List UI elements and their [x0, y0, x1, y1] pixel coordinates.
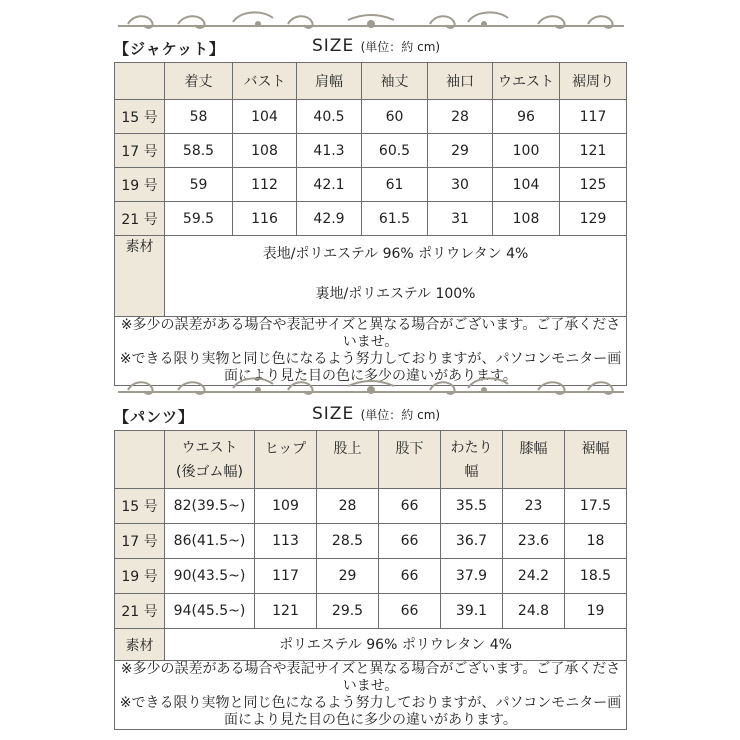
value-cell: 82(39.5~): [165, 489, 255, 524]
value-cell: 125: [560, 168, 627, 202]
value-cell: 23: [503, 489, 565, 524]
size-text: SIZE: [312, 36, 355, 56]
header-line: 股上: [333, 441, 362, 457]
pants-size-table: [114, 430, 627, 730]
value-cell: 96: [493, 100, 560, 134]
header-cell: 肩幅: [297, 63, 362, 100]
value-cell: 24.2: [503, 559, 565, 594]
value-cell: 90(43.5~): [165, 559, 255, 594]
value-cell: 113: [255, 524, 317, 559]
value-cell: 23.6: [503, 524, 565, 559]
header-cell: [565, 431, 627, 489]
header-line: 裾幅: [581, 441, 610, 457]
unit-text: (単位：約 cm): [360, 408, 441, 422]
value-cell: 94(45.5~): [165, 594, 255, 629]
value-cell: 17.5: [565, 489, 627, 524]
header-cell: ウエスト: [493, 63, 560, 100]
size-cell: 17 号: [115, 524, 165, 559]
corner-cell: [115, 431, 165, 489]
value-cell: 28.5: [317, 524, 379, 559]
value-cell: 61.5: [362, 202, 428, 236]
size-cell: 19 号: [115, 168, 165, 202]
size-cell: 15 号: [115, 100, 165, 134]
value-cell: 104: [233, 100, 297, 134]
table-row: [115, 594, 627, 629]
value-cell: 40.5: [297, 100, 362, 134]
note-line: ※できる限り実物と同じ色になるよう努力しておりますが、パソコンモニター画面により見た目の色に多少の違いがあります。: [119, 695, 622, 728]
value-cell: 112: [233, 168, 297, 202]
value-cell: 59.5: [165, 202, 233, 236]
jacket-size-label: [312, 36, 440, 56]
value-cell: 108: [493, 202, 560, 236]
jacket-size-table: [114, 62, 627, 386]
header-line: (後ゴム幅): [176, 463, 243, 480]
value-cell: 28: [428, 100, 493, 134]
value-cell: 66: [379, 524, 441, 559]
value-cell: 42.1: [297, 168, 362, 202]
table-row: [115, 100, 627, 134]
value-cell: 60.5: [362, 134, 428, 168]
unit-text: (単位：約 cm): [360, 40, 441, 54]
header-line: ヒップ: [264, 441, 307, 457]
header-cell: 袖丈: [362, 63, 428, 100]
value-cell: 108: [233, 134, 297, 168]
value-cell: 36.7: [441, 524, 503, 559]
value-cell: 31: [428, 202, 493, 236]
note-line: ※多少の誤差がある場合や表記サイズと異なる場合がございます。ご了承くださいませ。: [120, 661, 621, 694]
value-cell: 42.9: [297, 202, 362, 236]
value-cell: 60: [362, 100, 428, 134]
header-line: ウエスト: [181, 439, 238, 456]
header-cell: 袖口: [428, 63, 493, 100]
note-line: ※できる限り実物と同じ色になるよう努力しておりますが、パソコンモニター画面により見た目の色に多少の違いがあります。: [119, 351, 622, 384]
value-cell: 66: [379, 594, 441, 629]
value-cell: 121: [255, 594, 317, 629]
jacket-title: 【ジャケット】: [114, 40, 225, 58]
value-cell: 116: [233, 202, 297, 236]
value-cell: 30: [428, 168, 493, 202]
value-cell: 129: [560, 202, 627, 236]
header-cell: [317, 431, 379, 489]
material-line: ポリエステル 96% ポリウレタン 4%: [279, 636, 512, 653]
value-cell: 104: [493, 168, 560, 202]
value-cell: 35.5: [441, 489, 503, 524]
value-cell: 28: [317, 489, 379, 524]
material-text: [165, 236, 627, 317]
table-row: [115, 134, 627, 168]
pants-title: 【パンツ】: [114, 408, 195, 426]
table-row: [115, 524, 627, 559]
value-cell: 58: [165, 100, 233, 134]
corner-cell: [115, 63, 165, 100]
header-line: わたり: [450, 439, 493, 456]
size-text: SIZE: [312, 404, 355, 424]
value-cell: 86(41.5~): [165, 524, 255, 559]
value-cell: 29: [317, 559, 379, 594]
value-cell: 58.5: [165, 134, 233, 168]
value-cell: 24.8: [503, 594, 565, 629]
value-cell: 109: [255, 489, 317, 524]
value-cell: 61: [362, 168, 428, 202]
material-line: 裏地/ポリエステル 100%: [315, 286, 476, 302]
ornament-divider-middle: [118, 376, 624, 398]
value-cell: 100: [493, 134, 560, 168]
notes-cell: [115, 661, 627, 730]
header-cell: バスト: [233, 63, 297, 100]
header-cell: [503, 431, 565, 489]
value-cell: 117: [255, 559, 317, 594]
header-cell: [379, 431, 441, 489]
material-line: 表地/ポリエステル 96% ポリウレタン 4%: [262, 246, 529, 262]
material-label: 素材: [115, 629, 165, 661]
value-cell: 66: [379, 559, 441, 594]
header-cell: 着丈: [165, 63, 233, 100]
table-row: [115, 168, 627, 202]
table-row: [115, 489, 627, 524]
value-cell: 29: [428, 134, 493, 168]
note-line: ※多少の誤差がある場合や表記サイズと異なる場合がございます。ご了承くださいませ。: [120, 317, 621, 350]
material-text: [165, 629, 627, 661]
header-line: 股下: [395, 441, 424, 457]
ornament-divider-top: [118, 10, 624, 32]
value-cell: 39.1: [441, 594, 503, 629]
header-cell: [255, 431, 317, 489]
material-label: 素材: [115, 236, 165, 317]
pants-size-label: [312, 404, 440, 424]
size-cell: 17 号: [115, 134, 165, 168]
size-cell: 21 号: [115, 594, 165, 629]
header-cell: 裾周り: [560, 63, 627, 100]
value-cell: 41.3: [297, 134, 362, 168]
value-cell: 37.9: [441, 559, 503, 594]
size-cell: 15 号: [115, 489, 165, 524]
value-cell: 59: [165, 168, 233, 202]
value-cell: 117: [560, 100, 627, 134]
table-row: [115, 559, 627, 594]
value-cell: 121: [560, 134, 627, 168]
header-cell: [441, 431, 503, 489]
header-line: 幅: [464, 463, 479, 480]
header-cell: [165, 431, 255, 489]
size-cell: 19 号: [115, 559, 165, 594]
value-cell: 18.5: [565, 559, 627, 594]
value-cell: 19: [565, 594, 627, 629]
value-cell: 66: [379, 489, 441, 524]
value-cell: 29.5: [317, 594, 379, 629]
header-line: 膝幅: [519, 441, 548, 457]
size-cell: 21 号: [115, 202, 165, 236]
value-cell: 18: [565, 524, 627, 559]
table-row: [115, 202, 627, 236]
